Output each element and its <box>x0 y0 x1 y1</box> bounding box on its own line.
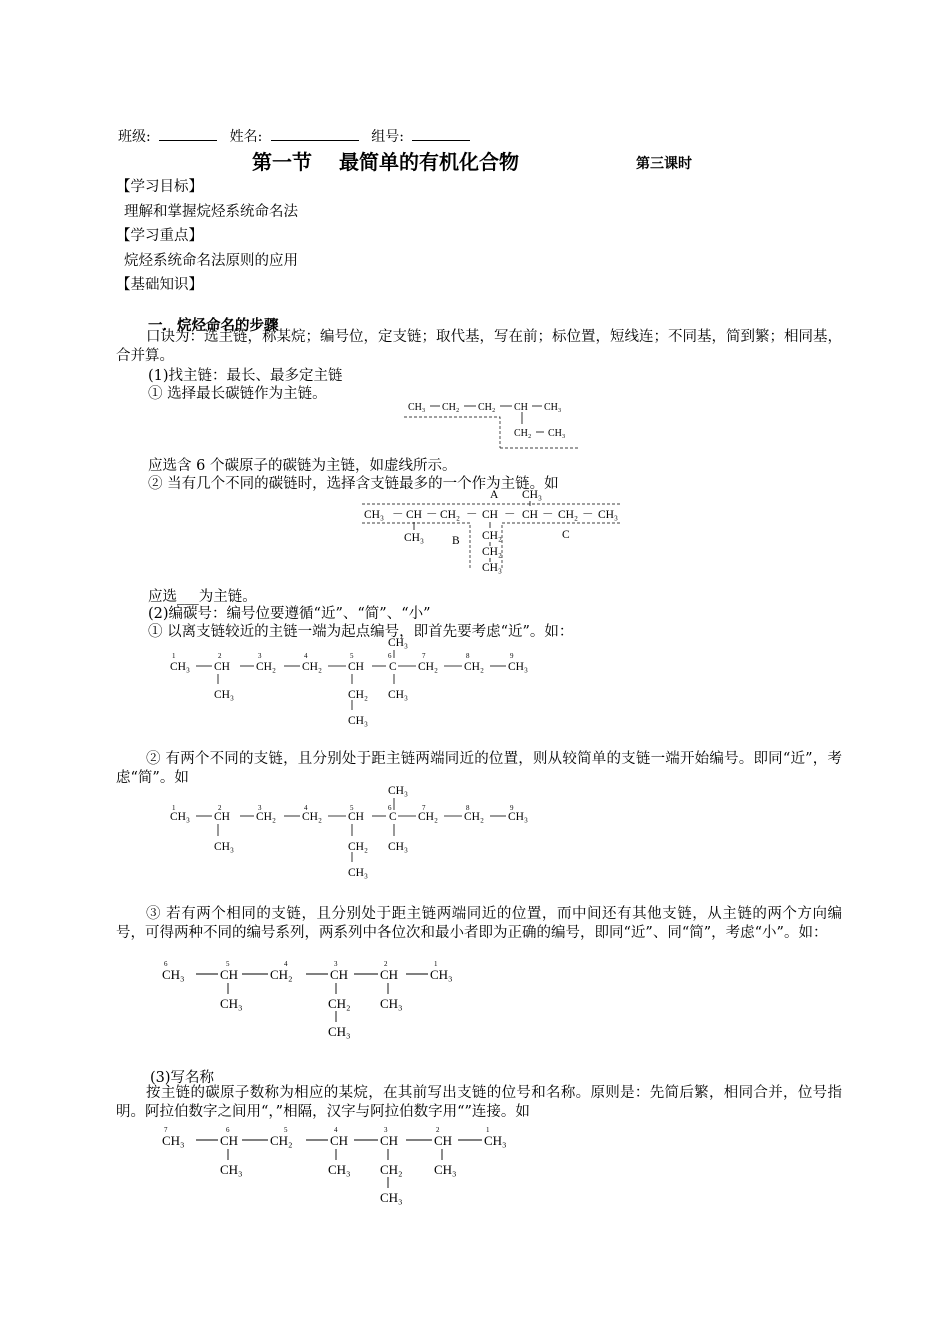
f3-main-1: CH <box>214 661 230 673</box>
f6-main-1: CH <box>220 1133 239 1148</box>
structural-formula-6 <box>158 1122 528 1214</box>
sub3-text: 按主链的碳原子数称为相应的某烷，在其前写出支链的位号和名称。原则是：先简后繁，相同合并，位号指明。阿拉伯数字之间用“，”相隔，汉字与阿拉伯数字用“”连接。如 <box>116 1085 842 1120</box>
f4-num-3: 3 <box>258 804 262 812</box>
f6-main-0: CH₃ <box>162 1133 185 1148</box>
f3-main-2: CH₂ <box>256 661 276 673</box>
f1-main-1: CH₂ <box>442 402 460 413</box>
key-heading: 【学习重点】 <box>116 228 203 244</box>
f5-main-0: CH₃ <box>162 967 185 982</box>
f2-dash-2: － <box>466 509 478 521</box>
f6-num-1: 1 <box>486 1126 490 1134</box>
f5-num-1: 1 <box>434 960 438 968</box>
goal-heading: 【学习目标】 <box>116 179 203 195</box>
f6-sub-2: CH₂ <box>380 1162 403 1177</box>
f6-main-4: CH <box>380 1133 399 1148</box>
f2-label-a: A <box>490 489 499 501</box>
f3-sub-top: CH₃ <box>388 637 408 649</box>
f6-num-4: 4 <box>334 1126 338 1134</box>
f2-col-1: CH₂ <box>482 546 502 558</box>
f5-sub-0: CH₃ <box>220 996 243 1011</box>
f6-sub-4: CH₃ <box>380 1190 403 1205</box>
f4-main-3: CH₂ <box>302 811 322 823</box>
f5-sub-1: CH₂ <box>328 996 351 1011</box>
f4-main-5: C <box>389 811 397 823</box>
f4-main-4: CH <box>348 811 364 823</box>
f2-dash-3: － <box>504 509 516 521</box>
f1-main-3: CH <box>514 402 528 413</box>
sub1-1-text: ① 选择最长碳链作为主链。 <box>148 386 327 402</box>
f5-sub-2: CH₃ <box>380 996 403 1011</box>
f6-num-2: 2 <box>436 1126 440 1134</box>
f3-num-5: 5 <box>350 652 354 660</box>
sub2-1-text: ① 以离支链较近的主链一端为起点编号，即首先要考虑“近”。如： <box>148 624 574 640</box>
structural-formula-4 <box>166 782 556 882</box>
sub1-1-after: 应选含 6 个碳原子的碳链为主链，如虚线所示。 <box>148 458 457 474</box>
f5-num-5: 5 <box>226 960 230 968</box>
f6-sub-1: CH₃ <box>328 1162 351 1177</box>
f3-num-2: 2 <box>218 652 222 660</box>
f4-main-6: CH₂ <box>418 811 438 823</box>
f2-dash-0: － <box>392 509 404 521</box>
mnemonic-text: 口诀为：选主链，称某烷；编号位，定支链；取代基，写在前；标位置，短线连；不同基，简到繁；相同基，合并算。 <box>116 329 842 364</box>
f5-main-4: CH <box>380 967 399 982</box>
f3-main-0: CH₃ <box>170 661 190 673</box>
f6-num-5: 5 <box>284 1126 288 1134</box>
f3-sub-1: CH₂ <box>348 689 368 701</box>
structural-formula-2 <box>360 486 630 578</box>
f2-col-0: CH₂ <box>482 530 502 542</box>
f4-main-8: CH₃ <box>508 811 528 823</box>
f4-sub-0: CH₃ <box>214 841 234 853</box>
f4-num-4: 4 <box>304 804 308 812</box>
f5-main-2: CH₂ <box>270 967 293 982</box>
sub1-2-text: ② 当有几个不同的碳链时，选择含支链最多的一个作为主链。如 <box>148 476 559 492</box>
group-blank[interactable] <box>412 140 470 141</box>
f1-main-2: CH₂ <box>478 402 496 413</box>
f5-num-6: 6 <box>164 960 168 968</box>
f2-sub-ch3: CH₃ <box>404 532 424 544</box>
sub1-heading: (1)找主链：最长、最多定主链 <box>148 368 343 384</box>
f4-main-7: CH₂ <box>464 811 484 823</box>
class-blank[interactable] <box>159 140 217 141</box>
structural-formula-3 <box>166 636 556 728</box>
f3-num-6: 6 <box>388 652 392 660</box>
f4-num-5: 5 <box>350 804 354 812</box>
f4-main-0: CH₃ <box>170 811 190 823</box>
basic-heading: 【基础知识】 <box>116 277 203 293</box>
f2-col-2: CH₃ <box>482 562 502 574</box>
f2-sub-top: CH₃ <box>522 489 542 501</box>
f4-num-6: 6 <box>388 804 392 812</box>
f1-branch-0: CH₂ <box>514 428 532 439</box>
f2-main-4: CH <box>522 509 538 521</box>
f6-num-6: 6 <box>226 1126 230 1134</box>
f4-sub-top: CH₃ <box>388 785 408 797</box>
f4-main-1: CH <box>214 811 230 823</box>
answer-line: 应选___为主链。 <box>148 589 257 605</box>
f4-sub-1: CH₂ <box>348 841 368 853</box>
f5-num-3: 3 <box>334 960 338 968</box>
f4-num-9: 9 <box>510 804 514 812</box>
f3-sub-2: CH₃ <box>388 689 408 701</box>
f1-main-0: CH₃ <box>408 402 426 413</box>
f5-num-4: 4 <box>284 960 288 968</box>
f4-num-2: 2 <box>218 804 222 812</box>
goal-text: 理解和掌握烷烃系统命名法 <box>124 204 298 220</box>
header-line <box>118 126 470 146</box>
structural-formula-1 <box>400 396 580 456</box>
f3-main-4: CH <box>348 661 364 673</box>
f4-main-2: CH₂ <box>256 811 276 823</box>
f5-main-5: CH₃ <box>430 967 453 982</box>
f6-sub-0: CH₃ <box>220 1162 243 1177</box>
class-label: 班级: <box>118 129 151 145</box>
f3-num-8: 8 <box>466 652 470 660</box>
f5-sub-3: CH₃ <box>328 1024 351 1039</box>
page-title: 第一节 最简单的有机化合物 <box>252 150 519 174</box>
name-label: 姓名: <box>229 129 263 145</box>
f4-num-7: 7 <box>422 804 426 812</box>
sub2-2-text: ② 有两个不同的支链，且分别处于距主链两端同近的位置，则从较简单的支链一端开始编号。即同“近”，考虑“简”。如 <box>116 751 842 786</box>
f3-num-9: 9 <box>510 652 514 660</box>
f6-main-5: CH <box>434 1133 453 1148</box>
f6-num-3: 3 <box>384 1126 388 1134</box>
f5-main-3: CH <box>330 967 349 982</box>
f6-num-7: 7 <box>164 1126 168 1134</box>
f2-main-0: CH₃ <box>364 509 384 521</box>
f3-sub-0: CH₃ <box>214 689 234 701</box>
f2-label-c: C <box>562 529 570 541</box>
sub2-heading: (2)编碳号：编号位要遵循“近”、“简”、“小” <box>148 606 431 622</box>
name-blank[interactable] <box>271 140 359 141</box>
f6-main-2: CH₂ <box>270 1133 293 1148</box>
f3-num-7: 7 <box>422 652 426 660</box>
f5-main-1: CH <box>220 967 239 982</box>
f2-main-2: CH₂ <box>440 509 460 521</box>
f2-main-6: CH₃ <box>598 509 618 521</box>
sub2-3-text: ③ 若有两个相同的支链，且分别处于距主链两端同近的位置，而中间还有其他支链，从主链的两个方向编号，可得两种不同的编号系列，两系列中各位次和最小者即为正确的编号，即同“近”、同“简”，考虑“小”。如： <box>116 906 842 941</box>
f1-branch-1: CH₃ <box>548 428 566 439</box>
f3-num-4: 4 <box>304 652 308 660</box>
f2-label-b: B <box>452 535 460 547</box>
f4-num-1: 1 <box>172 804 176 812</box>
f4-sub-2: CH₃ <box>388 841 408 853</box>
f3-num-3: 3 <box>258 652 262 660</box>
f3-sub-3: CH₃ <box>348 715 368 727</box>
f5-num-2: 2 <box>384 960 388 968</box>
f6-main-6: CH₃ <box>484 1133 507 1148</box>
f2-dash-4: － <box>542 509 554 521</box>
sub3-heading: (3)写名称 <box>150 1070 215 1086</box>
f3-main-8: CH₃ <box>508 661 528 673</box>
f1-main-4: CH₃ <box>544 402 562 413</box>
f4-num-8: 8 <box>466 804 470 812</box>
f2-main-3: CH <box>482 509 498 521</box>
f6-main-3: CH <box>330 1133 349 1148</box>
f4-sub-3: CH₃ <box>348 867 368 879</box>
f3-num-1: 1 <box>172 652 176 660</box>
f2-dash-1: － <box>426 509 438 521</box>
f2-main-1: CH <box>406 509 422 521</box>
structural-formula-5 <box>158 956 478 1048</box>
f6-sub-3: CH₃ <box>434 1162 457 1177</box>
f2-dash-5: － <box>582 509 594 521</box>
lesson-label: 第三课时 <box>636 156 692 172</box>
f3-main-7: CH₂ <box>464 661 484 673</box>
key-text: 烷烃系统命名法原则的应用 <box>124 253 298 269</box>
f3-main-6: CH₂ <box>418 661 438 673</box>
group-label: 组号: <box>371 129 404 145</box>
f3-main-5: C <box>389 661 397 673</box>
step-heading: 一．烷烃命名的步骤 <box>148 317 279 334</box>
f2-main-5: CH₂ <box>558 509 578 521</box>
f3-main-3: CH₂ <box>302 661 322 673</box>
